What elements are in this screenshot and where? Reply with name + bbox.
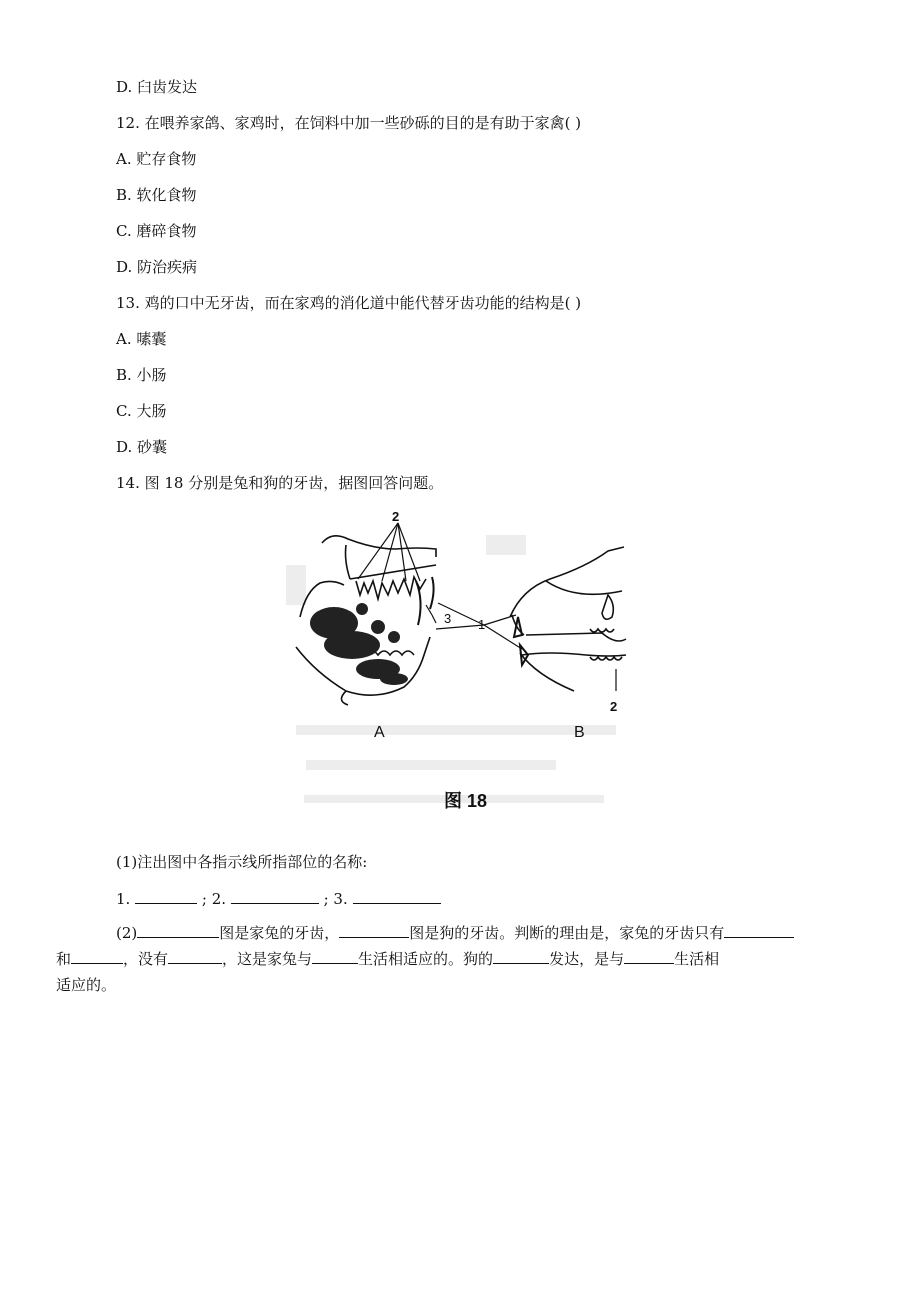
blank-rabbit-figure[interactable]	[137, 922, 219, 938]
q13-option-a: A. 嗉囊	[116, 330, 167, 348]
q13-option-b: B. 小肠	[116, 366, 167, 384]
q14-part1-answers	[116, 888, 441, 909]
figure-label-b: B	[574, 724, 585, 741]
rabbit-skull-drawing	[510, 547, 626, 691]
marker-2-dog: 2	[392, 509, 400, 524]
marker-2-rabbit: 2	[610, 699, 618, 714]
marker-3: 3	[444, 611, 452, 626]
blank-dog-figure[interactable]	[339, 922, 409, 938]
part2-text-6: 生活相适应的。狗的	[358, 950, 494, 968]
q14-stem: 14. 图 18 分别是兔和狗的牙齿，据图回答问题。	[116, 474, 444, 492]
background-smudge	[286, 535, 616, 803]
blank-dog-diet[interactable]	[624, 948, 674, 964]
answer-blank-3[interactable]	[353, 888, 441, 904]
q14-part1-prompt: (1)注出图中各指示线所指部位的名称:	[116, 853, 368, 871]
q12-option-a: A. 贮存食物	[116, 150, 197, 168]
dog-jaw-shading	[310, 603, 408, 685]
q12-option-b: B. 软化食物	[116, 186, 197, 204]
answer-blank-2[interactable]	[231, 888, 319, 904]
teeth-figure	[286, 505, 636, 835]
figure-label-a: A	[374, 724, 385, 741]
part2-text-3: 和	[56, 950, 72, 968]
part2-label: (2)	[116, 924, 138, 942]
marker-1: 1	[478, 617, 486, 632]
blank-rabbit-diet[interactable]	[312, 948, 358, 964]
answer-blank-1[interactable]	[135, 888, 197, 904]
blank-dog-tooth[interactable]	[493, 948, 549, 964]
part2-text-1: 图是家兔的牙齿，	[219, 924, 340, 942]
q11-option-d: D. 臼齿发达	[116, 78, 198, 96]
q12-option-d: D. 防治疾病	[116, 258, 198, 276]
q13-stem: 13. 鸡的口中无牙齿，而在家鸡的消化道中能代替牙齿功能的结构是( )	[116, 294, 582, 312]
part2-text-8: 生活相	[674, 950, 720, 968]
q12-option-c: C. 磨碎食物	[116, 222, 197, 240]
blank-tooth-type-1[interactable]	[724, 922, 794, 938]
part2-text-5: ，这是家兔与	[222, 950, 313, 968]
answer-label-2: ; 2.	[201, 890, 227, 908]
part2-text-4: ，没有	[123, 950, 169, 968]
figure-caption: 图 18	[444, 791, 488, 811]
teeth-figure-svg	[286, 505, 636, 835]
blank-missing-tooth[interactable]	[168, 948, 222, 964]
blank-tooth-type-2[interactable]	[71, 948, 123, 964]
q14-part2	[56, 920, 846, 998]
part2-text-7: 发达，是与	[549, 950, 625, 968]
answer-label-3: ; 3.	[323, 890, 348, 908]
q13-option-d: D. 砂囊	[116, 438, 168, 456]
q13-option-c: C. 大肠	[116, 402, 167, 420]
part2-text-9: 适应的。	[56, 976, 117, 994]
answer-label-1: 1.	[116, 890, 131, 908]
q12-stem: 12. 在喂养家鸽、家鸡时，在饲料中加一些砂砾的目的是有助于家禽( )	[116, 114, 582, 132]
part2-text-2: 图是狗的牙齿。判断的理由是，家兔的牙齿只有	[409, 924, 725, 942]
